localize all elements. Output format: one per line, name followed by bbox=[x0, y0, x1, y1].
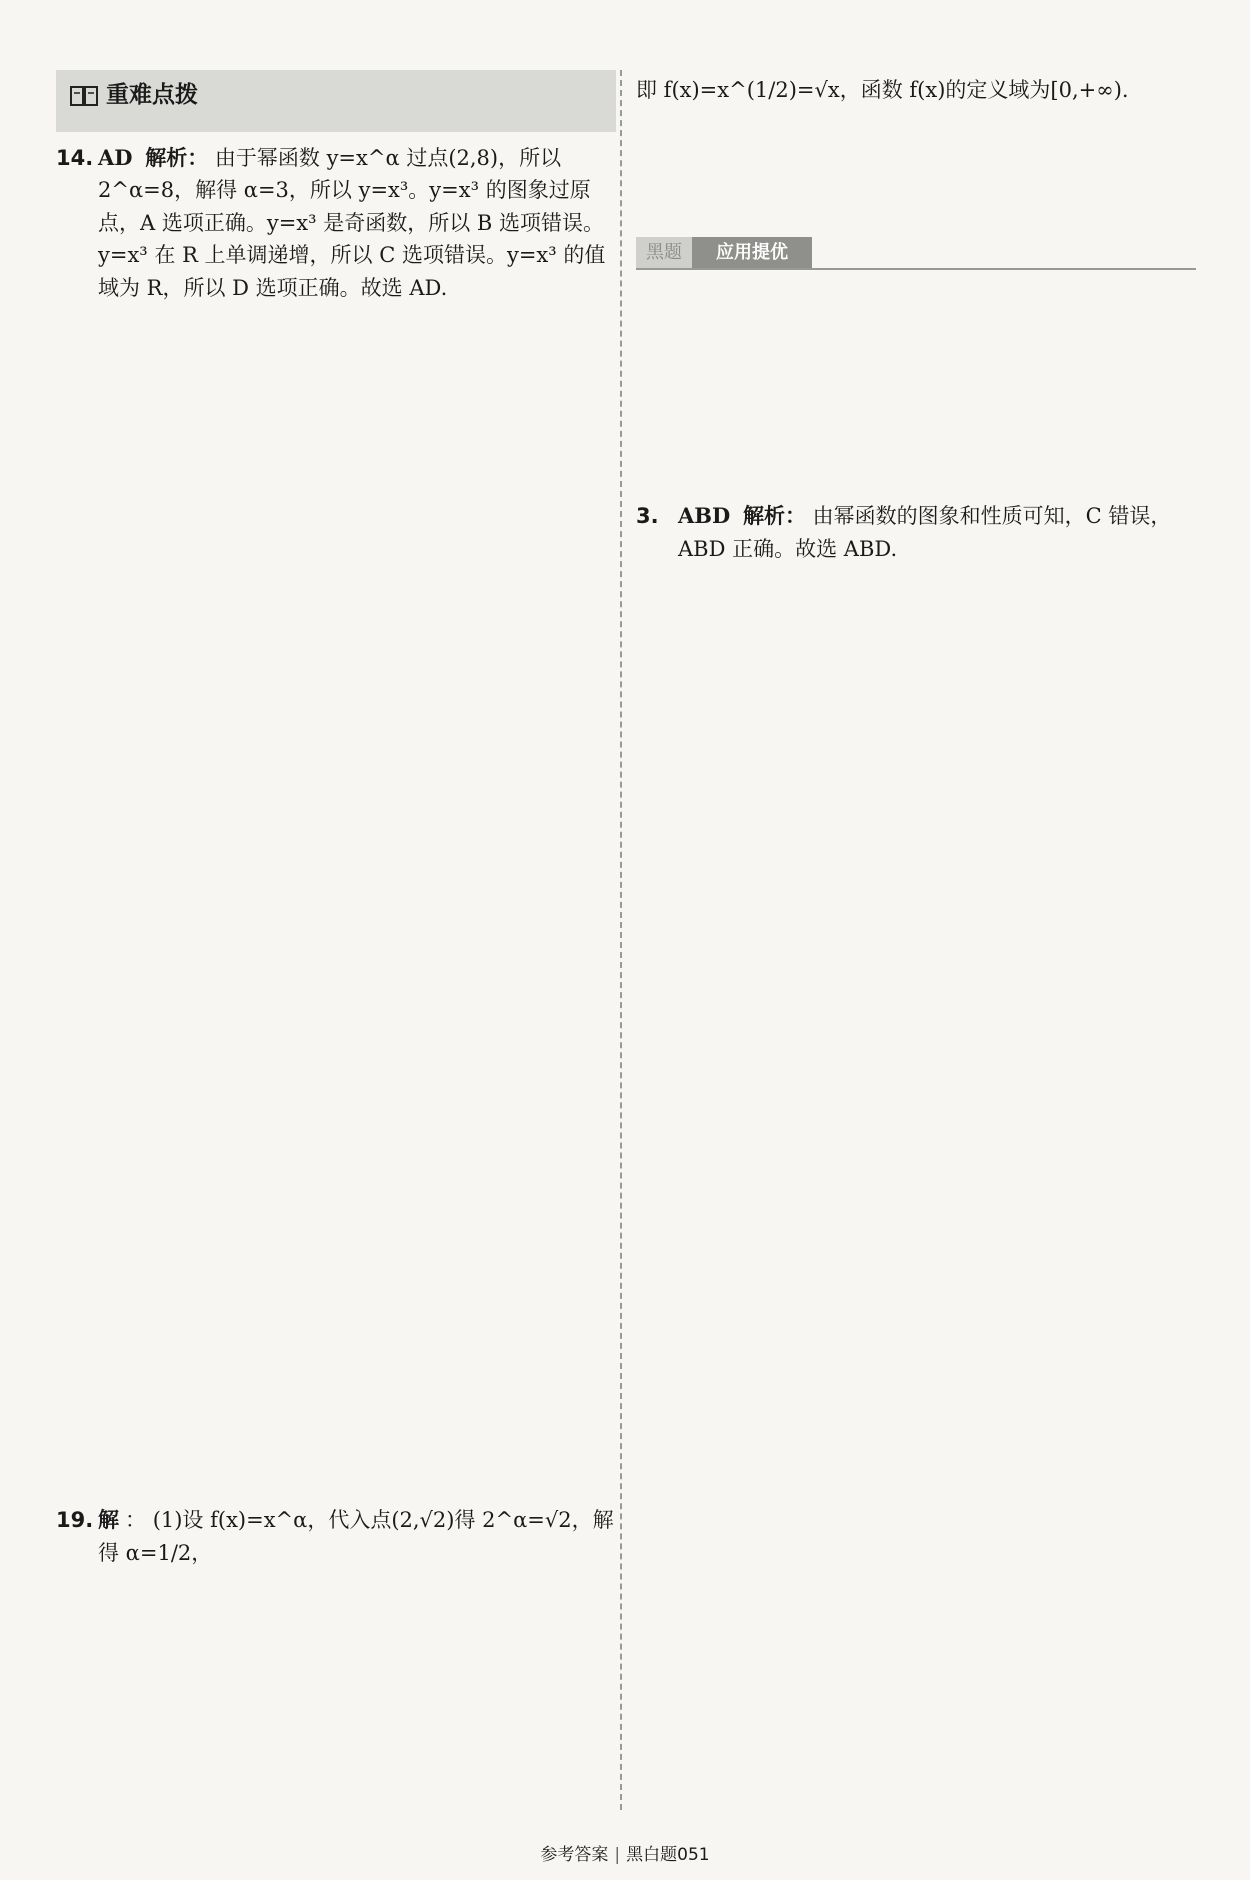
item-number: 3. bbox=[636, 504, 659, 529]
key-points-title: 重难点拨 bbox=[106, 82, 198, 108]
item-text: 由幂函数的图象和性质可知，C 错误，ABD 正确。故选 ABD. bbox=[678, 504, 1172, 561]
key-points-header bbox=[70, 78, 602, 114]
footer-book: 黑白题 bbox=[626, 1845, 678, 1865]
section-tag: 黑题 bbox=[636, 237, 692, 269]
section-bar bbox=[636, 237, 1196, 271]
answer-item: 19. 解 ： (1)设 f(x)=x^α，代入点(2,√2)得 2^α=√2，解得 α=1/2， bbox=[56, 1504, 616, 1569]
page-footer bbox=[0, 1840, 1250, 1865]
analysis-label: 解析： bbox=[742, 503, 806, 529]
item-answer: 解 bbox=[98, 1507, 119, 1533]
key-points-box bbox=[56, 70, 616, 132]
book-icon bbox=[70, 84, 98, 108]
item-answer: ABD bbox=[678, 503, 731, 529]
item-number: 14. bbox=[56, 145, 94, 170]
item-number: 19. bbox=[56, 1508, 94, 1533]
item-text: 由于幂函数 y=x^α 过点(2,8)，所以 2^α=8，解得 α=3，所以 y=x³。y=x³ 的图象过原点，A 选项正确。y=x³ 是奇函数，所以 B 选项错误。y=x³ 在 R 上单调递增，所以 C 选项错误。y=x³ 的值域为 R，所以 D 选项正确。故选 AD. bbox=[98, 145, 606, 300]
analysis-label: 解析： bbox=[145, 144, 209, 170]
item-text: (1)设 f(x)=x^α，代入点(2,√2)得 2^α=√2，解得 α=1/2， bbox=[98, 1508, 614, 1565]
continued-text: 即 f(x)=x^(1/2)=√x，函数 f(x)的定义域为[0,+∞). bbox=[636, 78, 1129, 102]
left-column bbox=[56, 70, 616, 1575]
item-answer: AD bbox=[98, 144, 133, 170]
footer-page: 051 bbox=[677, 1845, 710, 1865]
answer-item bbox=[636, 500, 1196, 565]
footer-separator: | bbox=[614, 1845, 621, 1865]
section-title: 应用提优 bbox=[692, 237, 812, 269]
column-divider bbox=[620, 70, 622, 1810]
answer-item bbox=[56, 142, 616, 305]
footer-label: 参考答案 bbox=[540, 1845, 609, 1865]
right-column bbox=[636, 70, 1196, 572]
